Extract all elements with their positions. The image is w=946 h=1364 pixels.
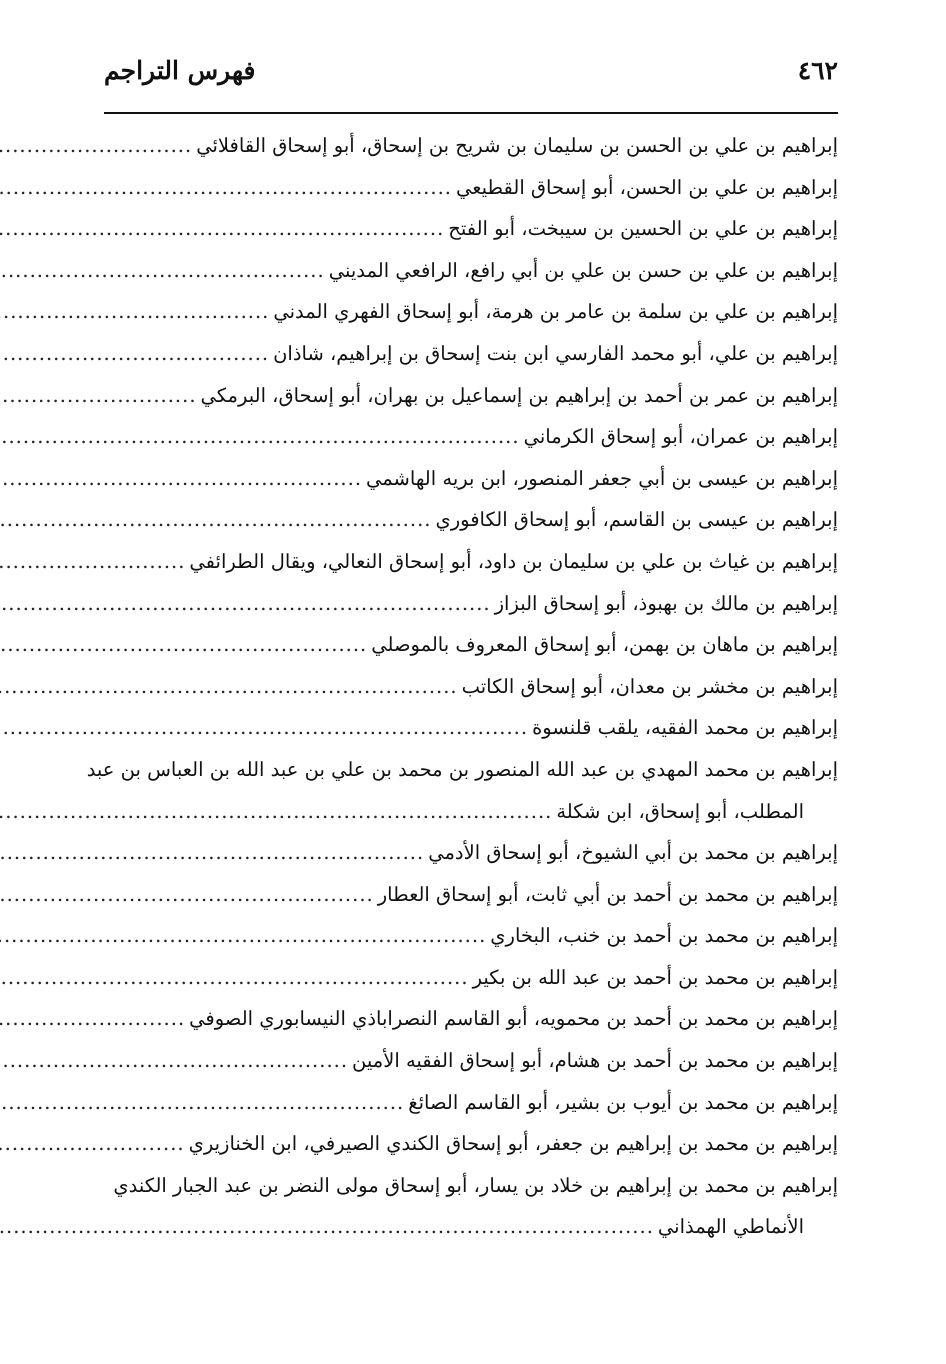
- entry-text: إبراهيم بن محمد بن أحمد بن عبد الله بن بكير: [472, 965, 838, 989]
- dot-leader: [0, 800, 552, 823]
- index-entry: [104, 841, 838, 883]
- dot-leader: [0, 134, 192, 157]
- entry-text: إبراهيم بن محمد بن إبراهيم بن جعفر، أبو إسحاق الكندي الصيرفي، ابن الخنازيري: [188, 1132, 838, 1156]
- index-entry: [104, 217, 838, 259]
- index-entry: [104, 883, 838, 925]
- dot-leader: [0, 342, 269, 365]
- entry-text: إبراهيم بن محمد بن أحمد بن خنب، البخاري: [490, 924, 838, 948]
- entry-text: المطلب، أبو إسحاق، ابن شكلة: [556, 799, 804, 823]
- dot-leader: [0, 924, 486, 947]
- entry-text: إبراهيم بن محمد المهدي بن عبد الله المنصور بن محمد بن علي بن عبد الله بن العباس بن عبد: [86, 757, 838, 781]
- entry-text: إبراهيم بن محمد بن أيوب بن بشير، أبو القاسم الصائغ: [408, 1090, 838, 1114]
- index-entry: [104, 800, 838, 842]
- dot-leader: [0, 1007, 185, 1030]
- entry-text: إبراهيم بن عيسى بن أبي جعفر المنصور، ابن بريه الهاشمي: [366, 466, 838, 490]
- entry-text: إبراهيم بن علي بن سلمة بن عامر بن هرمة، أبو إسحاق الفهري المدني: [273, 300, 838, 324]
- index-entry: [104, 675, 838, 717]
- index-entry: [104, 1132, 838, 1174]
- dot-leader: [0, 966, 469, 989]
- page-number: ٤٦٢: [797, 56, 838, 85]
- dot-leader: [0, 716, 528, 739]
- dot-leader: [0, 176, 452, 199]
- index-entry: [104, 1049, 838, 1091]
- index-entry: [104, 1091, 838, 1133]
- index-entry: [86, 757, 838, 800]
- index-entry: [104, 384, 838, 426]
- entry-text: إبراهيم بن علي بن الحسين بن سيبخت، أبو الفتح: [448, 217, 838, 241]
- index-entry: [104, 1007, 838, 1049]
- index-entry: [104, 176, 838, 218]
- index-entry: [104, 966, 838, 1008]
- entry-text: إبراهيم بن محمد الفقيه، يلقب قلنسوة: [532, 716, 838, 740]
- index-entry: [104, 134, 838, 176]
- dot-leader: [0, 259, 325, 282]
- entry-text: إبراهيم بن علي بن الحسن، أبو إسحاق القطيعي: [455, 175, 838, 199]
- entry-text: إبراهيم بن غياث بن علي بن سليمان بن داود، أبو إسحاق النعالي، ويقال الطرائفي: [189, 549, 838, 573]
- index-entry: [104, 716, 838, 758]
- index-entry: [104, 467, 838, 509]
- entry-text: إبراهيم بن محمد بن إبراهيم بن خلاد بن يسار، أبو إسحاق مولى النضر بن عبد الجبار الكندي: [113, 1173, 838, 1197]
- entry-text: إبراهيم بن محمد بن أحمد بن أبي ثابت، أبو إسحاق العطار: [377, 882, 838, 906]
- index-entry: [104, 342, 838, 384]
- index-entry: [104, 1215, 838, 1257]
- entry-text: إبراهيم بن مخشر بن معدان، أبو إسحاق الكاتب: [461, 674, 838, 698]
- index-entry: [104, 1174, 838, 1216]
- dot-leader: [0, 425, 520, 448]
- entry-text: إبراهيم بن علي بن الحسن بن سليمان بن شريح بن إسحاق، أبو إسحاق القافلائي: [196, 134, 838, 157]
- index-entry: [104, 592, 838, 634]
- dot-leader: [0, 217, 444, 240]
- entry-text: إبراهيم بن ماهان بن بهمن، أبو إسحاق المعروف بالموصلي: [371, 633, 838, 657]
- index-entry: [104, 259, 838, 301]
- dot-leader: [0, 1091, 404, 1114]
- dot-leader: [0, 1049, 348, 1072]
- dot-leader: [0, 633, 367, 656]
- index-entry: [104, 425, 838, 467]
- dot-leader: [0, 883, 374, 906]
- index-entry: [104, 550, 838, 592]
- page-title: فهرس التراجم: [104, 56, 256, 85]
- dot-leader: [0, 300, 269, 323]
- dot-leader: [0, 592, 491, 615]
- dot-leader: [0, 1132, 185, 1155]
- index-entry: [104, 633, 838, 675]
- index-entries: [86, 134, 838, 1257]
- dot-leader: [0, 841, 424, 864]
- dot-leader: [0, 675, 458, 698]
- entry-text: إبراهيم بن عمران، أبو إسحاق الكرماني: [523, 425, 838, 449]
- entry-text: إبراهيم بن مالك بن بهبوذ، أبو إسحاق البزاز: [494, 591, 838, 615]
- entry-text: إبراهيم بن محمد بن أحمد بن هشام، أبو إسحاق الفقيه الأمين: [352, 1049, 838, 1073]
- entry-text: الأنماطي الهمذاني: [657, 1215, 804, 1239]
- entry-text: إبراهيم بن محمد بن أحمد بن محمويه، أبو القاسم النصراباذي النيسابوري الصوفي: [189, 1007, 838, 1031]
- entry-text: إبراهيم بن علي بن حسن بن علي بن أبي رافع، الرافعي المديني: [328, 258, 838, 282]
- index-entry: [104, 924, 838, 966]
- dot-leader: [0, 508, 431, 531]
- index-entry: [104, 508, 838, 550]
- dot-leader: [0, 1215, 654, 1238]
- page-header: [104, 56, 838, 85]
- entry-text: إبراهيم بن محمد بن أبي الشيوخ، أبو إسحاق الأدمي: [428, 841, 838, 865]
- dot-leader: [0, 550, 185, 573]
- dot-leader: [0, 467, 362, 490]
- index-entry: [104, 300, 838, 342]
- header-rule: [104, 112, 838, 114]
- entry-text: إبراهيم بن عيسى بن القاسم، أبو إسحاق الكافوري: [435, 508, 838, 532]
- entry-text: إبراهيم بن علي، أبو محمد الفارسي ابن بنت إسحاق بن إبراهيم، شاذان: [273, 341, 838, 365]
- entry-text: إبراهيم بن عمر بن أحمد بن إبراهيم بن إسماعيل بن بهران، أبو إسحاق، البرمكي: [200, 383, 838, 407]
- dot-leader: [0, 384, 197, 407]
